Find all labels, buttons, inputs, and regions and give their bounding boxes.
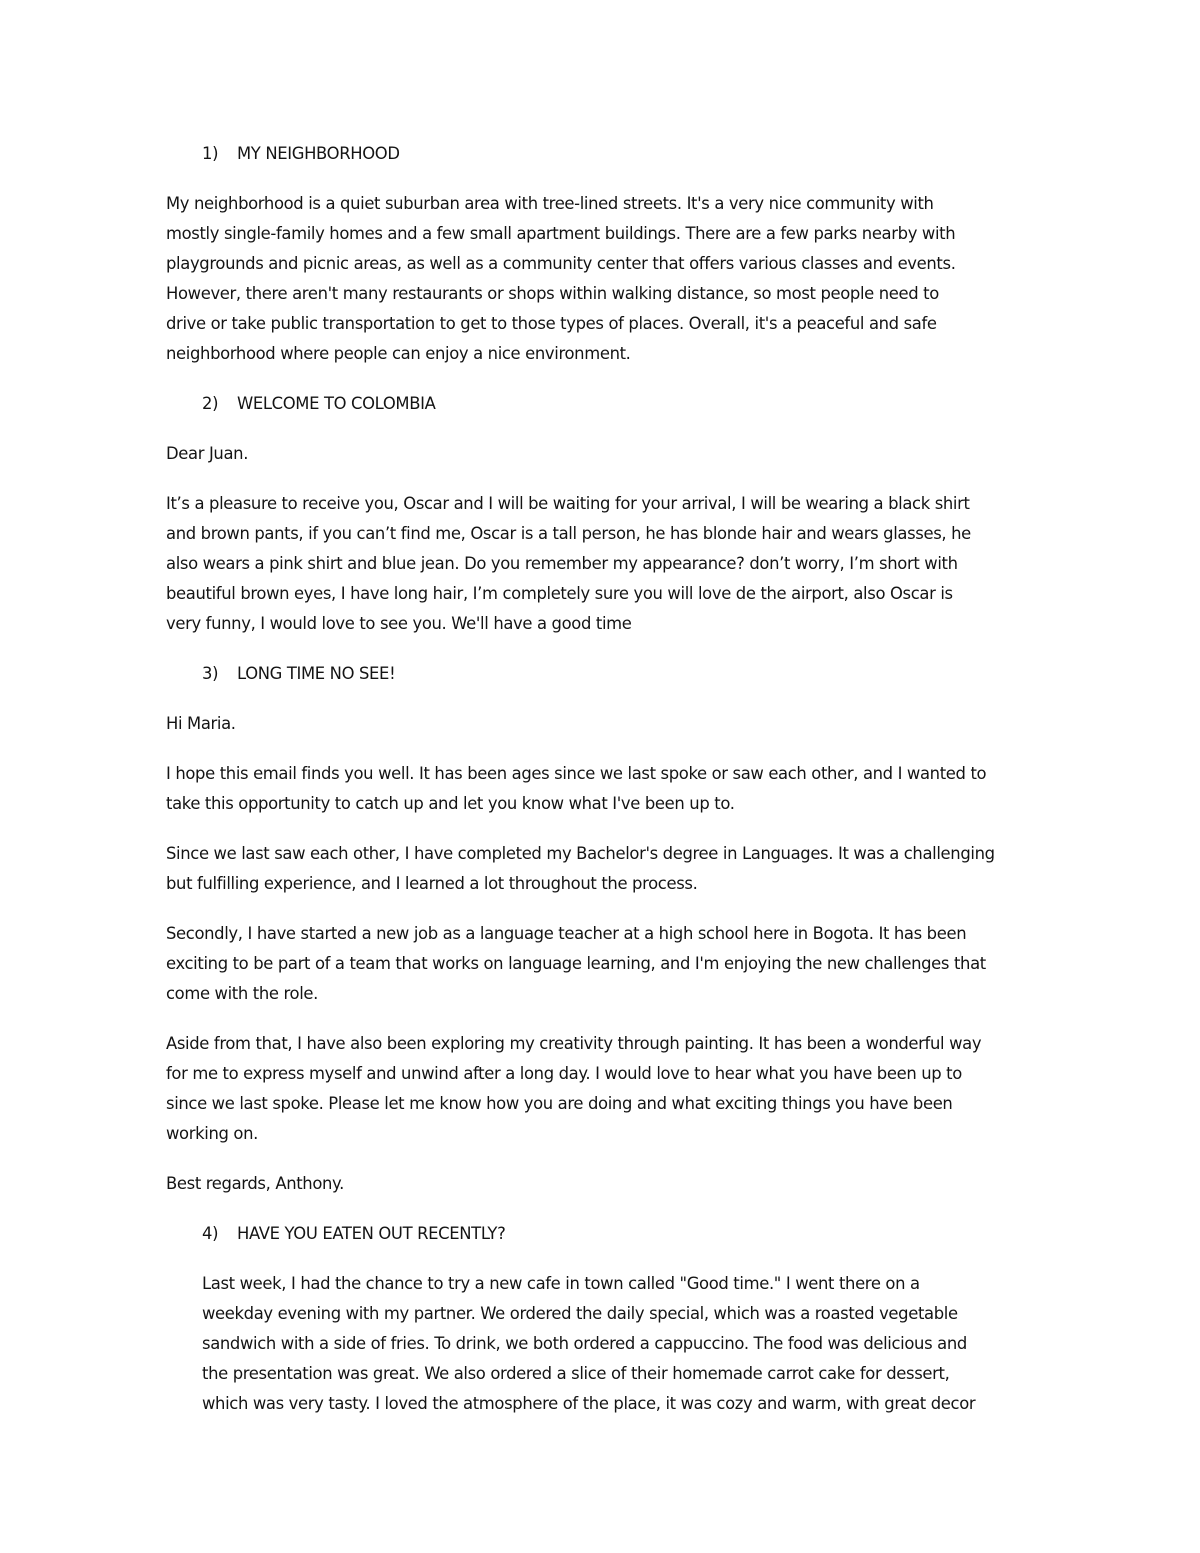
section-number: 4) <box>202 1224 219 1243</box>
email-paragraph-degree <box>166 839 1041 899</box>
section-title: HAVE YOU EATEN OUT RECENTLY? <box>237 1224 506 1243</box>
text-line: neighborhood where people can enjoy a nice environment. <box>166 344 631 363</box>
welcome-paragraph <box>166 489 1041 639</box>
section-number: 3) <box>202 664 219 683</box>
text-line: sandwich with a side of fries. To drink, we both ordered a cappuccino. The food was delicious and <box>202 1334 967 1353</box>
text-line: take this opportunity to catch up and let you know what I've been up to. <box>166 794 735 813</box>
text-line: which was very tasty. I loved the atmosphere of the place, it was cozy and warm, with great decor <box>202 1394 976 1413</box>
email-paragraph-intro <box>166 759 1041 819</box>
text-line: the presentation was great. We also ordered a slice of their homemade carrot cake for dessert, <box>202 1364 950 1383</box>
section-heading-neighborhood <box>166 139 1041 169</box>
text-line: come with the role. <box>166 984 318 1003</box>
neighborhood-paragraph <box>166 189 1041 369</box>
text-line: Best regards, Anthony. <box>166 1174 344 1193</box>
text-line: working on. <box>166 1124 258 1143</box>
text-line: Last week, I had the chance to try a new cafe in town called "Good time." I went there on a <box>202 1274 920 1293</box>
eaten-out-paragraph <box>166 1269 1041 1419</box>
text-line: I hope this email finds you well. It has been ages since we last spoke or saw each other, and I wanted to <box>166 764 987 783</box>
section-heading-eaten-out <box>166 1219 1041 1249</box>
text-line: weekday evening with my partner. We ordered the daily special, which was a roasted vegetable <box>202 1304 958 1323</box>
text-line: also wears a pink shirt and blue jean. Do you remember my appearance? don’t worry, I’m short with <box>166 554 958 573</box>
text-line: beautiful brown eyes, I have long hair, I’m completely sure you will love de the airport, also Oscar is <box>166 584 953 603</box>
text-line: drive or take public transportation to get to those types of places. Overall, it's a peaceful and safe <box>166 314 937 333</box>
section-number: 2) <box>202 394 219 413</box>
section-title: MY NEIGHBORHOOD <box>237 144 400 163</box>
text-line: Dear Juan. <box>166 444 249 463</box>
text-line: for me to express myself and unwind after a long day. I would love to hear what you have been up to <box>166 1064 962 1083</box>
email-paragraph-painting <box>166 1029 1041 1149</box>
text-line: and brown pants, if you can’t find me, Oscar is a tall person, he has blonde hair and wears glasses, he <box>166 524 971 543</box>
text-line: However, there aren't many restaurants or shops within walking distance, so most people need to <box>166 284 939 303</box>
section-heading-long-time <box>166 659 1041 689</box>
text-line: Aside from that, I have also been exploring my creativity through painting. It has been a wonderful way <box>166 1034 982 1053</box>
text-line: Since we last saw each other, I have completed my Bachelor's degree in Languages. It was a challenging <box>166 844 995 863</box>
section-title: LONG TIME NO SEE! <box>237 664 396 683</box>
email-closing <box>166 1169 1041 1199</box>
text-line: playgrounds and picnic areas, as well as a community center that offers various classes and events. <box>166 254 956 273</box>
letter-greeting <box>166 439 1041 469</box>
section-heading-welcome <box>166 389 1041 419</box>
text-line: since we last spoke. Please let me know how you are doing and what exciting things you have been <box>166 1094 953 1113</box>
text-line: My neighborhood is a quiet suburban area with tree-lined streets. It's a very nice community with <box>166 194 934 213</box>
email-paragraph-job <box>166 919 1041 1009</box>
text-line: very funny, I would love to see you. We'll have a good time <box>166 614 632 633</box>
section-title: WELCOME TO COLOMBIA <box>237 394 436 413</box>
text-line: exciting to be part of a team that works on language learning, and I'm enjoying the new challenges that <box>166 954 986 973</box>
text-line: Hi Maria. <box>166 714 236 733</box>
document-body <box>166 139 1041 1439</box>
text-line: It’s a pleasure to receive you, Oscar and I will be waiting for your arrival, I will be wearing a black shirt <box>166 494 970 513</box>
text-line: but fulfilling experience, and I learned a lot throughout the process. <box>166 874 698 893</box>
section-number: 1) <box>202 144 219 163</box>
text-line: mostly single-family homes and a few small apartment buildings. There are a few parks nearby with <box>166 224 956 243</box>
email-greeting <box>166 709 1041 739</box>
text-line: Secondly, I have started a new job as a language teacher at a high school here in Bogota. It has been <box>166 924 967 943</box>
